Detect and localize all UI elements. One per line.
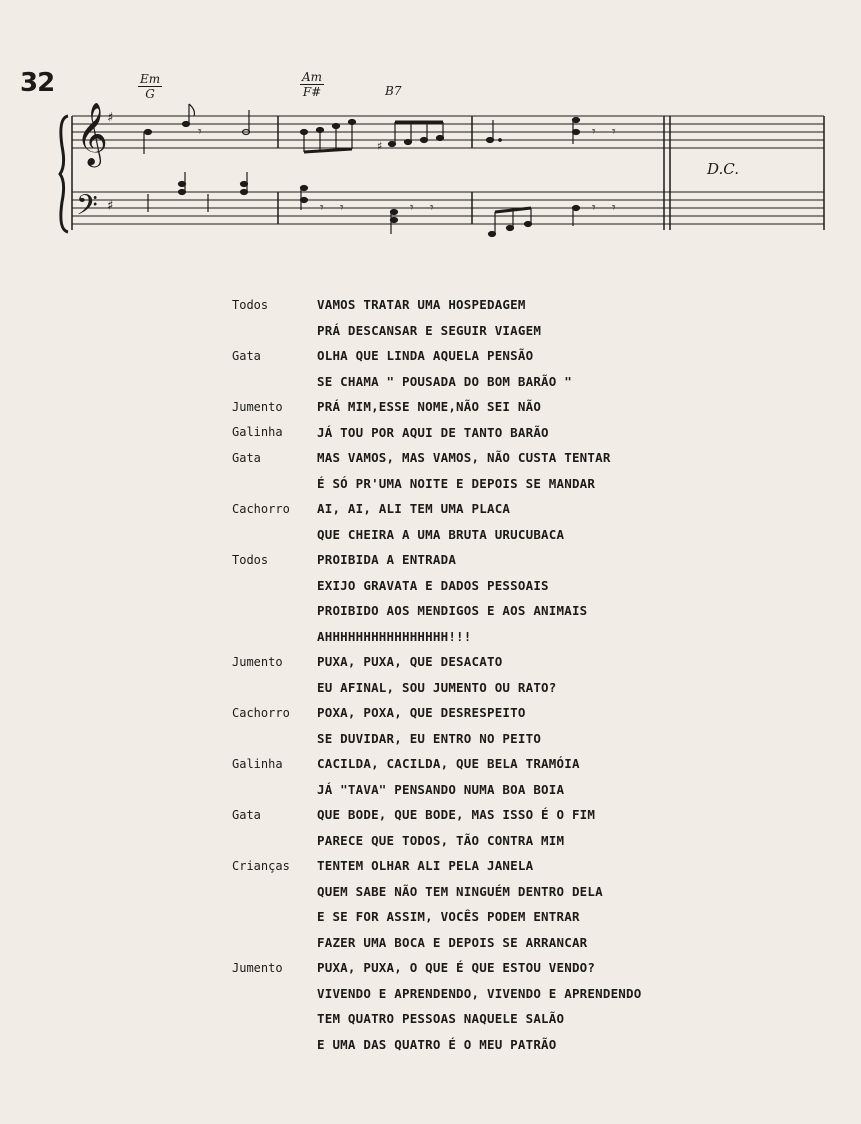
chord-am-over-fsharp — [300, 70, 324, 99]
da-capo-mark: D.C. — [707, 160, 739, 178]
lyric-text: É SÓ PR'UMA NOITE E DEPOIS SE MANDAR — [317, 475, 596, 491]
lyric-text: AHHHHHHHHHHHHHHHH!!! — [317, 628, 472, 644]
lyric-text: PRÁ DESCANSAR E SEGUIR VIAGEM — [317, 322, 542, 338]
svg-text:𝄾: 𝄾 — [198, 124, 202, 140]
chord-b7: B7 — [385, 84, 402, 98]
lyric-line — [232, 318, 832, 344]
lyric-text: SE CHAMA " POUSADA DO BOM BARÃO " — [317, 373, 572, 389]
lyric-text: PARECE QUE TODOS, TÃO CONTRA MIM — [317, 832, 565, 848]
lyric-line — [232, 522, 832, 548]
svg-text:𝄾: 𝄾 — [430, 200, 434, 216]
lyric-text: JÁ TOU POR AQUI DE TANTO BARÃO — [317, 424, 549, 440]
svg-text:𝄾: 𝄾 — [410, 200, 414, 216]
lyric-line — [232, 751, 832, 777]
lyric-text: CACILDA, CACILDA, QUE BELA TRAMÓIA — [317, 756, 580, 772]
speaker-label: Jumento — [232, 654, 283, 669]
speaker-label: Crianças — [232, 858, 290, 873]
svg-text:𝄾: 𝄾 — [340, 200, 344, 216]
svg-text:♯: ♯ — [376, 139, 384, 153]
lyric-text: AI, AI, ALI TEM UMA PLACA — [317, 501, 511, 517]
lyric-line — [232, 930, 832, 956]
speaker-label: Jumento — [232, 399, 283, 414]
lyric-text: QUE CHEIRA A UMA BRUTA URUCUBACA — [317, 526, 565, 542]
lyric-text: E UMA DAS QUATRO É O MEU PATRÃO — [317, 1036, 557, 1052]
lyric-line — [232, 802, 832, 828]
speaker-label: Galinha — [232, 756, 283, 771]
lyric-text: EXIJO GRAVATA E DADOS PESSOAIS — [317, 577, 549, 593]
speaker-label: Galinha — [232, 425, 283, 440]
lyric-line — [232, 777, 832, 803]
svg-text:𝄾: 𝄾 — [612, 124, 616, 140]
speaker-label: Todos — [232, 297, 269, 312]
lyric-text: QUE BODE, QUE BODE, MAS ISSO É O FIM — [317, 807, 596, 823]
chord-am-bass: F# — [302, 85, 322, 99]
lyric-text: JÁ "TAVA" PENSANDO NUMA BOA BOIA — [317, 781, 565, 797]
lyric-text: SE DUVIDAR, EU ENTRO NO PEITO — [317, 730, 542, 746]
key-signature-sharp-bass: ♯ — [106, 198, 115, 214]
lyric-text: TEM QUATRO PESSOAS NAQUELE SALÃO — [317, 1011, 565, 1027]
lyric-text: POXA, POXA, QUE DESRESPEITO — [317, 705, 526, 721]
treble-clef-icon: 𝄞 — [76, 102, 108, 165]
lyric-line — [232, 573, 832, 599]
svg-text:𝄾: 𝄾 — [592, 200, 596, 216]
lyric-line — [232, 853, 832, 879]
speaker-label: Todos — [232, 552, 269, 567]
lyric-line — [232, 675, 832, 701]
treble-staff — [72, 116, 824, 148]
lyric-line — [232, 420, 832, 446]
lyric-text: TENTEM OLHAR ALI PELA JANELA — [317, 858, 534, 874]
lyric-text: PUXA, PUXA, O QUE É QUE ESTOU VENDO? — [317, 960, 596, 976]
speaker-label: Cachorro — [232, 501, 290, 516]
grand-staff-brace — [60, 116, 68, 232]
bass-clef-icon: 𝄢 — [76, 189, 98, 229]
speaker-label: Gata — [232, 450, 261, 465]
page-number: 32 — [20, 68, 55, 98]
speaker-label: Gata — [232, 348, 261, 363]
lyric-line — [232, 981, 832, 1007]
treble-notes — [144, 104, 616, 154]
lyric-text: EU AFINAL, SOU JUMENTO OU RATO? — [317, 679, 557, 695]
lyric-text: MAS VAMOS, MAS VAMOS, NÃO CUSTA TENTAR — [317, 450, 611, 466]
lyric-line — [232, 471, 832, 497]
chord-em-root: Em — [140, 72, 161, 86]
chord-em-bass: G — [145, 87, 155, 101]
speaker-label: Gata — [232, 807, 261, 822]
lyric-line — [232, 496, 832, 522]
barlines — [278, 116, 824, 230]
lyric-text: VAMOS TRATAR UMA HOSPEDAGEM — [317, 297, 526, 313]
svg-text:𝄾: 𝄾 — [320, 200, 324, 216]
lyric-line — [232, 700, 832, 726]
lyric-line — [232, 828, 832, 854]
lyric-line — [232, 904, 832, 930]
lyric-line — [232, 343, 832, 369]
lyric-line — [232, 292, 832, 318]
lyrics-block — [232, 292, 832, 1057]
lyric-line — [232, 1032, 832, 1058]
lyric-line — [232, 598, 832, 624]
lyric-text: VIVENDO E APRENDENDO, VIVENDO E APRENDENDO — [317, 985, 642, 1001]
lyric-line — [232, 445, 832, 471]
lyric-line — [232, 547, 832, 573]
svg-text:𝄾: 𝄾 — [612, 200, 616, 216]
lyric-text: E SE FOR ASSIM, VOCÊS PODEM ENTRAR — [317, 909, 580, 925]
lyric-line — [232, 879, 832, 905]
lyric-line — [232, 394, 832, 420]
lyric-text: PROIBIDO AOS MENDIGOS E AOS ANIMAIS — [317, 603, 588, 619]
lyric-line — [232, 1006, 832, 1032]
chord-am-root: Am — [302, 70, 323, 84]
lyric-text: QUEM SABE NÃO TEM NINGUÉM DENTRO DELA — [317, 883, 603, 899]
speaker-label: Jumento — [232, 960, 283, 975]
lyric-text: PUXA, PUXA, QUE DESACATO — [317, 654, 503, 670]
bass-staff — [72, 192, 824, 224]
bass-notes — [148, 172, 616, 237]
lyric-line — [232, 955, 832, 981]
lyric-text: FAZER UMA BOCA E DEPOIS SE ARRANCAR — [317, 934, 588, 950]
svg-text:𝄾: 𝄾 — [592, 124, 596, 140]
lyric-line — [232, 649, 832, 675]
lyric-text: OLHA QUE LINDA AQUELA PENSÃO — [317, 348, 534, 364]
lyric-line — [232, 624, 832, 650]
lyric-text: PRÁ MIM,ESSE NOME,NÃO SEI NÃO — [317, 399, 542, 415]
lyric-line — [232, 726, 832, 752]
lyric-line — [232, 369, 832, 395]
key-signature-sharp: ♯ — [106, 110, 115, 126]
lyric-text: PROIBIDA A ENTRADA — [317, 552, 457, 568]
speaker-label: Cachorro — [232, 705, 290, 720]
